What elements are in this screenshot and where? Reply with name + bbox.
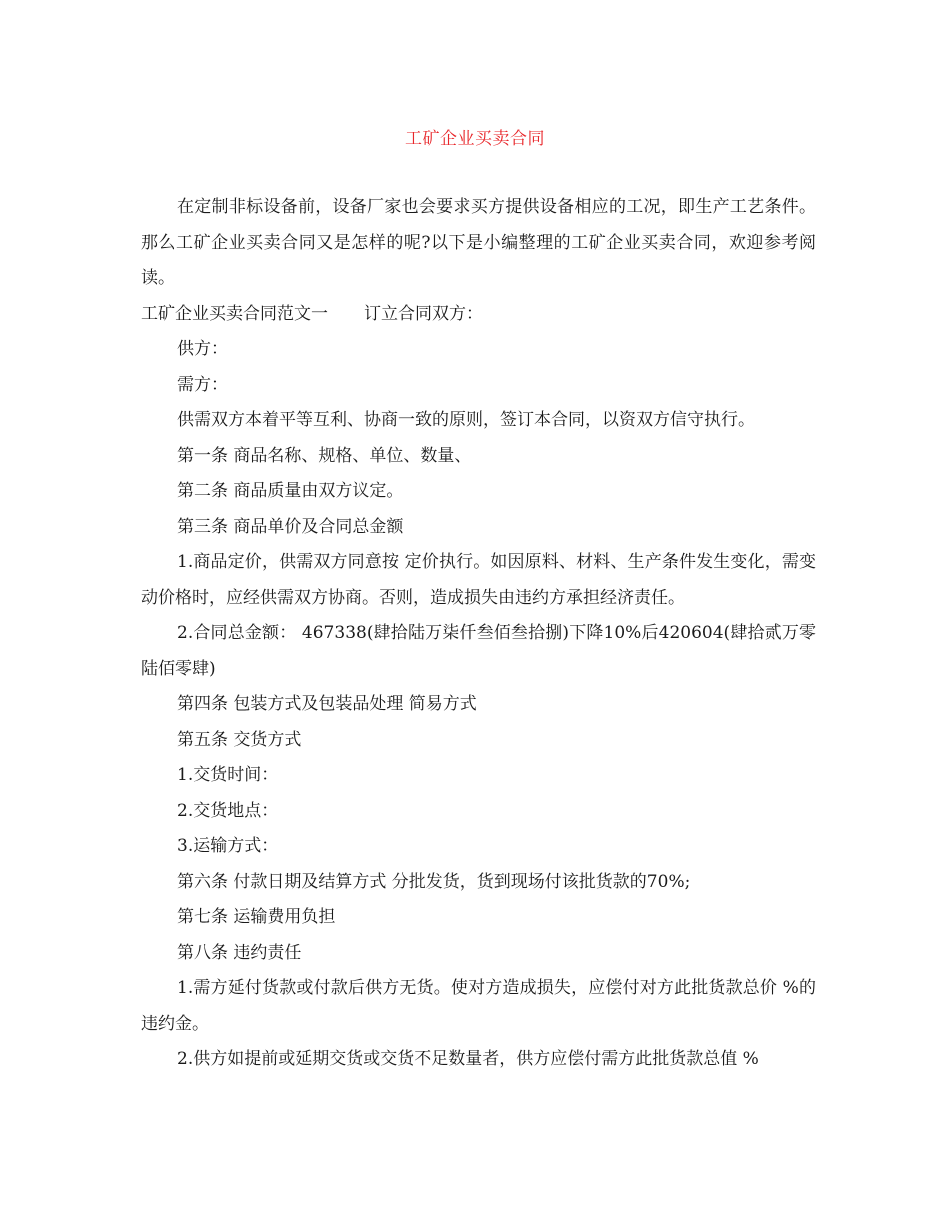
article-6: 第六条 付款日期及结算方式 分批发货，货到现场付该批货款的70%; bbox=[177, 871, 691, 892]
article-3: 第三条 商品单价及合同总金额 bbox=[177, 516, 404, 537]
article-5-item-1: 1.交货时间： bbox=[177, 765, 279, 785]
article-8-item-1: 1.需方延付货款或付款后供方无货。使对方造成损失，应偿付对方此批货款总价 %的违约金。 bbox=[141, 978, 816, 1034]
document-body bbox=[141, 190, 816, 1078]
article-7: 第七条 运输费用负担 bbox=[177, 907, 336, 927]
article-3-item-1: 1.商品定价，供需双方同意按 定价执行。如因原料、材料、生产条件发生变化，需变动价格时，应经供需双方协商。否则，造成损失由违约方承担经济责任。 bbox=[141, 552, 816, 608]
supplier-line: 供方： bbox=[177, 339, 228, 359]
intro-paragraph: 在定制非标设备前，设备厂家也会要求买方提供设备相应的工况，即生产工艺条件。那么工矿企业买卖合同又是怎样的呢?以下是小编整理的工矿企业买卖合同，欢迎参考阅读。 bbox=[141, 197, 816, 288]
article-5-item-3: 3.运输方式： bbox=[177, 836, 279, 856]
section-heading-line bbox=[141, 297, 816, 333]
section-heading: 工矿企业买卖合同范文一 bbox=[141, 303, 328, 324]
article-5: 第五条 交货方式 bbox=[177, 729, 302, 750]
document-title: 工矿企业买卖合同 bbox=[405, 129, 545, 149]
article-4: 第四条 包装方式及包装品处理 简易方式 bbox=[177, 694, 477, 714]
article-2: 第二条 商品质量由双方议定。 bbox=[177, 481, 404, 501]
article-5-item-2: 2.交货地点： bbox=[177, 800, 279, 821]
article-8-item-2: 2.供方如提前或延期交货或交货不足数量者，供方应偿付需方此批货款总值 % bbox=[177, 1049, 759, 1069]
article-1: 第一条 商品名称、规格、单位、数量、 bbox=[177, 445, 472, 466]
buyer-line: 需方： bbox=[177, 374, 228, 395]
principle-paragraph: 供需双方本着平等互利、协商一致的原则，签订本合同，以资双方信守执行。 bbox=[177, 410, 755, 430]
article-3-item-2: 2.合同总金额： 467338(肆拾陆万柒仟叁佰叁拾捌)下降10%后420604(肆拾贰万零陆佰零肆) bbox=[141, 623, 816, 679]
article-8: 第八条 违约责任 bbox=[177, 942, 302, 963]
section-heading-tail: 订立合同双方： bbox=[364, 303, 483, 324]
